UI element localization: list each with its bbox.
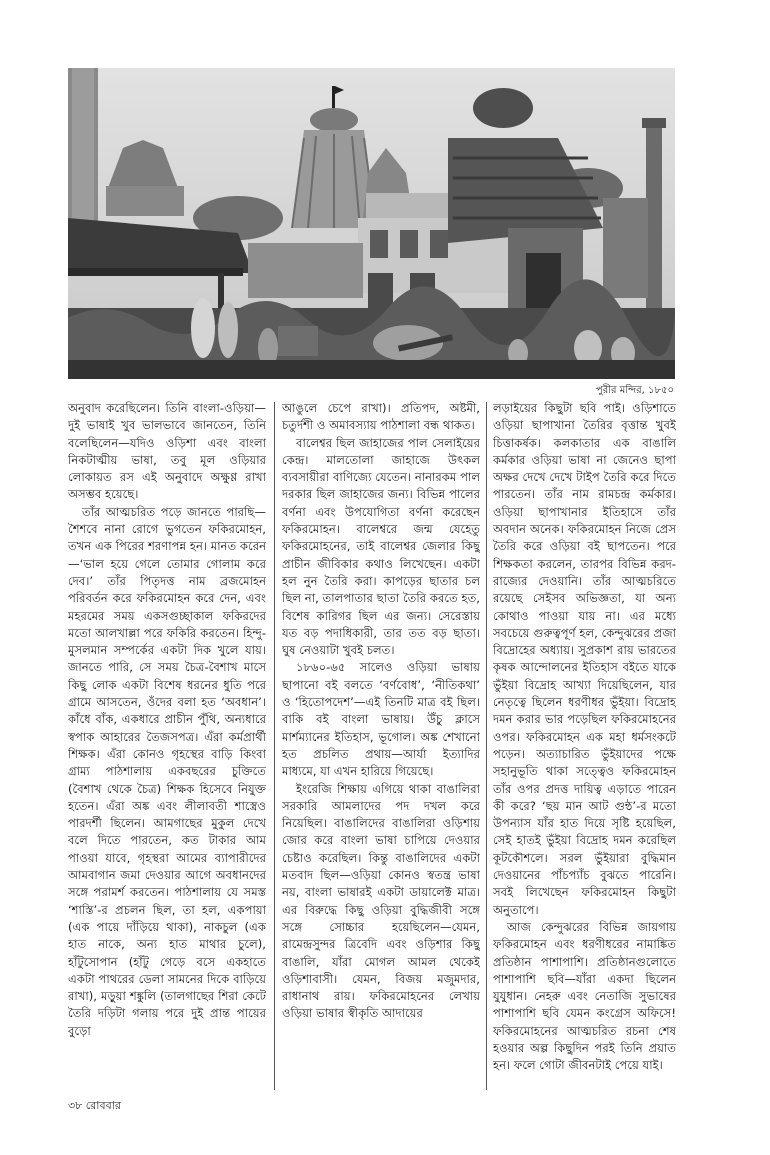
paragraph: আজ কেন্দুঝরের বিভিন্ন জায়গায় ফকিরমোহন এবং ধরণীধরের নামাঙ্কিত প্রতিষ্ঠান পাশাপাশি। প্রতিষ্ঠানগুলোতে পাশাপাশি ছবি—যাঁরা একদা ছিলেন যুযুধান। নেহরু এবং নেতাজি সুভাষের পাশাপাশি ছবি যেমন কংগ্রেস অফিসে! ফকিরমোহনের আত্মচরিত রচনা শেষ হওয়ার অল্প কিছুদিন পরই তিনি প্রয়াত হন। ফলে গোটা জীবনটাই পেয়ে যাই। (493, 919, 676, 1073)
photo-caption: পুরীর মন্দির, ১৮৫০ (595, 385, 674, 396)
paragraph: তাঁর আত্মচরিত পড়ে জানতে পারছি—শৈশবে নানা রোগে ভুগতেন ফকিরমোহন, তখন এক পিরের শরণাপন্ন হন। মানত করেন—‘ভাল হয়ে গেলে তোমার গোলাম করে দেব।’ তাঁর পিতৃদত্ত নাম ব্রজমোহন পরিবর্তন করে ফকিরমোহন করে দেন, এবং মহরমের সময় একসগুচ্ছাকাল ফকিরদের মতো আলখাল্লা পরে ফকিরি করতেন। হিন্দু-মুসলমান সম্পর্কের একটা দিক খুলে যায়। জানতে পারি, সে সময় চৈত্র-বৈশাখ মাসে কিছু লোক একটা বিশেষ ধরনের ধুতি পরে গ্রামে আসতেন, ওঁদের বলা হত ‘অবধান’। কাঁধে বাঁক, একধারে প্রাচীন পুঁথি, অন্যধারে স্বপাক আহারের তৈজসপত্র। এঁরা কর্মপ্রার্থী শিক্ষক। এঁরা কোনও গৃহস্থের বাড়ি কিংবা গ্রাম্য পাঠশালায় একবছরের চুক্তিতে (বৈশাখ থেকে চৈত্র) শিক্ষক হিসেবে নিযুক্ত হতেন। এঁরা অঙ্ক এবং লীলাবতী শাস্ত্রেও পারদর্শী ছিলেন। আমগাছের মুকুল দেখে বলে দিতে পারতেন, কত টাকার আম পাওয়া যাবে, গৃহস্থরা আমের ব্যাপারীদের আমবাগান জমা দেওয়ার আগে অবধানদের সঙ্গে পরামর্শ করতেন। পাঠশালায় যে সমস্ত ‘শাস্তি’-র প্রচলন ছিল, তা হল, একপায়া (এক পায়ে দাঁড়িয়ে থাকা), নাকচুল (এক হাত নাকে, অন্য হাত মাথার চুলে), হাঁটুসোপান (হাঁটু গেড়ে বসে একহাতে একটা পাথরের ডেলা সামনের দিকে বাড়িয়ে রাখা), মড়ুয়া শঙ্কুলি (তালগাছের শিরা কেটে তৈরি দড়িটা গলায় পরে দুই প্রান্ত পায়ের বুড়ো (68, 504, 266, 1038)
article-column-3 (493, 400, 676, 1090)
page-folio: ৩৮ রোববার (68, 1099, 121, 1112)
article-column-1 (68, 400, 266, 1090)
paragraph: ১৮৬০-৬৫ সালেও ওড়িয়া ভাষায় ছাপানো বই বলতে ‘বর্ণবোধ’, ‘নীতিকথা’ ও ‘হিতোপদেশ’—এই তিনটি মাত্র বই ছিল। বাকি বই বাংলা ভাষায়। উঁচু ক্লাসে মার্শম্যানের ইতিহাস, ভূগোল। অঙ্ক শেখানো হত প্রচলিত প্রথায়—আর্যা ইত্যাদির মাধ্যমে, যা এখন হারিয়ে গিয়েছে। (282, 660, 480, 779)
paragraph: আঙুলে চেপে রাখা)। প্রতিপদ, অষ্টমী, চতুর্দশী ও অমাবস্যায় পাঠশালা বন্ধ থাকত। (282, 401, 480, 433)
paragraph: ইংরেজি শিক্ষায় এগিয়ে থাকা বাঙালিরা সরকারি আমলাদের পদ দখল করে নিয়েছিল। বাঙালিদের বাঙালিরা ওড়িশায় জোর করে বাংলা ভাষা চাপিয়ে দেওয়ার চেষ্টাও করেছিল। কিন্তু বাঙালিদের একটা মতবাদ ছিল—ওড়িয়া কোনও স্বতন্ত্র ভাষা নয়, বাংলা ভাষারই একটা ডায়ালেক্ট মাত্র। এর বিরুদ্ধে কিছু ওড়িয়া বুদ্ধিজীবী সঙ্গে সঙ্গে সোচ্চার হয়েছিলেন—যেমন, রামেন্দ্রসুন্দর ত্রিবেদি এবং ওড়িশার কিছু বাঙালি, যাঁরা মোগল আমল থেকেই ওড়িশাবাসী। যেমন, বিজয় মজুমদার, রাধানাথ রায়। ফকিরমোহনের লেখায় ওড়িয়া ভাষার স্বীকৃতি আদায়ের (282, 781, 480, 1021)
paragraph: লড়াইয়ের কিছুটা ছবি পাই। ওড়িশাতে ওড়িয়া ছাপাখানা তৈরির বৃত্তান্ত খুবই চিত্তাকর্ষক। কলকাতার এক বাঙালি কর্মকার ওড়িয়া ভাষা না জেনেও ছাপা অক্ষর দেখে দেখে টাইপ তৈরি করে দিতে পারতেন। তাঁর নাম রামচন্দ্র কর্মকার। ওড়িয়া ছাপাখানার ইতিহাসে তাঁর অবদান অনেক। ফকিরমোহন নিজে প্রেস তৈরি করে ওড়িয়া বই ছাপতেন। পরে শিক্ষকতা করলেন, তারপর বিভিন্ন করদ-রাজ্যের দেওয়ানি। তাঁর আত্মচরিতে রয়েছে সেইসব অভিজ্ঞতা, যা অন্য কোথাও পাওয়া যায় না। এর মধ্যে সবচেয়ে গুরুত্বপূর্ণ হল, কেন্দুঝরের প্রজা বিদ্রোহের অধ্যায়। সুপ্রকাশ রায় ভারতের কৃষক আন্দোলনের ইতিহাস বইতে যাকে ভুঁইয়া বিদ্রোহ আখ্যা দিয়েছিলেন, যার নেতৃত্বে ছিলেন ধরণীধর ভুঁইয়া। বিদ্রোহ দমন করার ভার পড়েছিল ফকিরমোহনের ওপর। ফকিরমোহন এক মহা ধর্মসংকটে পড়েন। অত্যাচারিত ভুঁইয়াদের পক্ষে সহানুভূতি থাকা সত্ত্বেও ফকিরমোহন তাঁর ওপর প্রদত্ত দায়িত্ব এড়াতে পারেন কী করে? ‘ছয় মান আট গুন্ঠ’-র মতো উপন্যাস যাঁর হাত দিয়ে সৃষ্টি হয়েছিল, সেই হাতই ভুঁইয়া বিদ্রোহ দমন করেছিল কূটকৌশলে। সরল ভুঁইয়ারা বুদ্ধিমান দেওয়ানের পাঁচপ্যাঁচ বুঝতে পারেনি। সবই লিখেছেন ফকিরমোহন কিছুটা অনুতাপে। (493, 401, 676, 917)
paragraph: অনুবাদ করেছিলেন। তিনি বাংলা-ওড়িয়া—দুই ভাষাই খুব ভালভাবে জানতেন, তিনি বলেছিলেন—যদিও ওড়িশা এবং বাংলা নিকটাত্মীয় ভাষা, তবু মূল ওড়িয়ার লোকায়ত রস এই অনুবাদে অক্ষুণ্ণ রাখা অসম্ভব হয়েছে। (68, 401, 266, 502)
column-divider (486, 402, 487, 1090)
paragraph: বালেশ্বর ছিল জাহাজের পাল সেলাইয়ের কেন্দ্র। মালতোলা জাহাজে উৎকল ব্যবসায়ীরা বাণিজ্যে যেতেন। নানারকম পাল দরকার ছিল জাহাজের জন্য। বিভিন্ন পালের বর্ণনা এবং উপযোগিতা বর্ণনা করেছেন ফকিরমোহন। বালেশ্বরে জন্ম যেহেতু ফকিরমোহনের, তাই বালেশ্বর জেলার কিছু প্রাচীন জীবিকার কথাও লিখেছেন। একটা হল নুন তৈরি করা। কাপড়ের ছাতার চল ছিল না, তালপাতার ছাতা তৈরি করতে হত, বিশেষ কারিগর ছিল এর জন্য। সেরেস্তায় যত বড় পদাধিকারী, তার তত বড় ছাতা। ঘুষ নেওয়াটা খুবই চলত। (282, 435, 480, 658)
column-divider (274, 402, 275, 1090)
article-column-2 (282, 400, 480, 1090)
temple-photograph (68, 68, 675, 379)
